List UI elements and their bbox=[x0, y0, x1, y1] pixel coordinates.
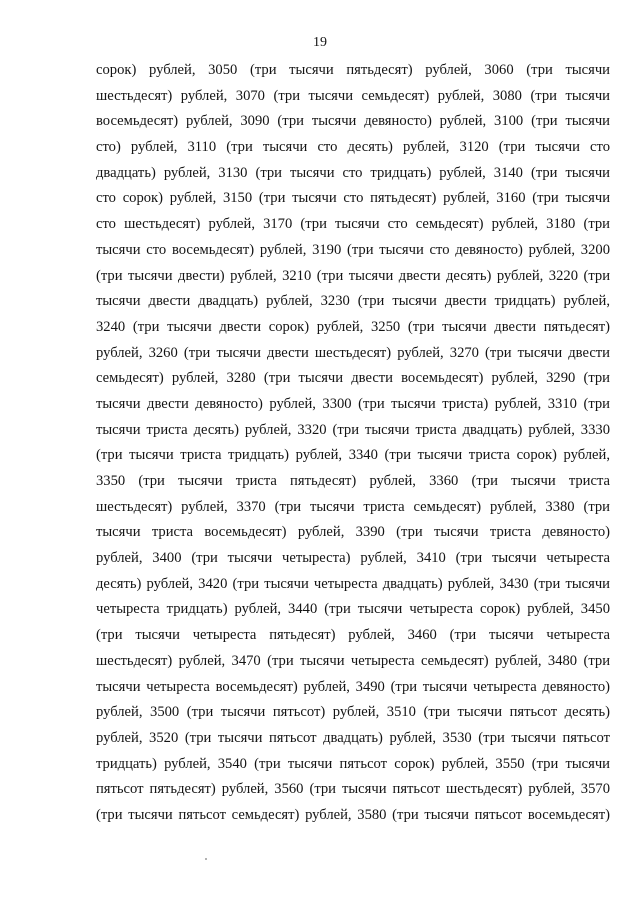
body-text bbox=[96, 58, 610, 829]
text-line: шестьдесят) рублей, 3370 (три тысячи триста семьдесят) рублей, 3380 (три bbox=[96, 498, 610, 515]
text-line: шестьдесят) рублей, 3470 (три тысячи четыреста семьдесят) рублей, 3480 (три bbox=[96, 652, 610, 669]
text-line: десять) рублей, 3420 (три тысячи четыреста двадцать) рублей, 3430 (три тысячи bbox=[96, 575, 610, 592]
text-line: тридцать) рублей, 3540 (три тысячи пятьсот сорок) рублей, 3550 (три тысячи bbox=[96, 755, 610, 772]
text-line: шестьдесят) рублей, 3070 (три тысячи семьдесят) рублей, 3080 (три тысячи bbox=[96, 87, 610, 104]
text-line: (три тысячи четыреста пятьдесят) рублей, 3460 (три тысячи четыреста bbox=[96, 627, 610, 644]
text-line: рублей, 3260 (три тысячи двести шестьдесят) рублей, 3270 (три тысячи двести bbox=[96, 344, 610, 361]
text-line: рублей, 3400 (три тысячи четыреста) рублей, 3410 (три тысячи четыреста bbox=[96, 550, 610, 567]
text-line: (три тысячи триста тридцать) рублей, 3340 (три тысячи триста сорок) рублей, bbox=[96, 447, 610, 464]
text-line: тысячи двести девяносто) рублей, 3300 (три тысячи триста) рублей, 3310 (три bbox=[96, 395, 610, 412]
scan-dot bbox=[205, 858, 207, 860]
text-line: (три тысячи двести) рублей, 3210 (три тысячи двести десять) рублей, 3220 (три bbox=[96, 267, 610, 284]
text-line: 3240 (три тысячи двести сорок) рублей, 3250 (три тысячи двести пятьдесят) bbox=[96, 318, 610, 335]
text-line: (три тысячи пятьсот семьдесят) рублей, 3580 (три тысячи пятьсот восемьдесят) bbox=[96, 806, 610, 823]
text-line: тысячи сто восемьдесят) рублей, 3190 (три тысячи сто девяносто) рублей, 3200 bbox=[96, 241, 610, 258]
text-line: тысячи триста десять) рублей, 3320 (три тысячи триста двадцать) рублей, 3330 bbox=[96, 421, 610, 438]
text-line: пятьсот пятьдесят) рублей, 3560 (три тысячи пятьсот шестьдесят) рублей, 3570 bbox=[96, 781, 610, 798]
text-line: рублей, 3500 (три тысячи пятьсот) рублей, 3510 (три тысячи пятьсот десять) bbox=[96, 704, 610, 721]
text-line: четыреста тридцать) рублей, 3440 (три тысячи четыреста сорок) рублей, 3450 bbox=[96, 601, 610, 618]
text-line: семьдесят) рублей, 3280 (три тысячи двести восемьдесят) рублей, 3290 (три bbox=[96, 370, 610, 387]
page-number: 19 bbox=[313, 35, 327, 50]
text-line: 3350 (три тысячи триста пятьдесят) рублей, 3360 (три тысячи триста bbox=[96, 473, 610, 489]
text-line: сорок) рублей, 3050 (три тысячи пятьдесят) рублей, 3060 (три тысячи bbox=[96, 62, 610, 78]
text-line: двадцать) рублей, 3130 (три тысячи сто тридцать) рублей, 3140 (три тысячи bbox=[96, 164, 610, 181]
text-line: восемьдесят) рублей, 3090 (три тысячи девяносто) рублей, 3100 (три тысячи bbox=[96, 113, 610, 130]
text-line: тысячи четыреста восемьдесят) рублей, 3490 (три тысячи четыреста девяносто) bbox=[96, 678, 610, 695]
text-line: сто шестьдесят) рублей, 3170 (три тысячи сто семьдесят) рублей, 3180 (три bbox=[96, 216, 610, 233]
text-line: сто сорок) рублей, 3150 (три тысячи сто пятьдесят) рублей, 3160 (три тысячи bbox=[96, 190, 610, 207]
text-line: тысячи двести двадцать) рублей, 3230 (три тысячи двести тридцать) рублей, bbox=[96, 293, 610, 310]
text-line: сто) рублей, 3110 (три тысячи сто десять) рублей, 3120 (три тысячи сто bbox=[96, 139, 610, 156]
text-line: тысячи триста восемьдесят) рублей, 3390 (три тысячи триста девяносто) bbox=[96, 524, 610, 541]
text-line: рублей, 3520 (три тысячи пятьсот двадцать) рублей, 3530 (три тысячи пятьсот bbox=[96, 729, 610, 746]
